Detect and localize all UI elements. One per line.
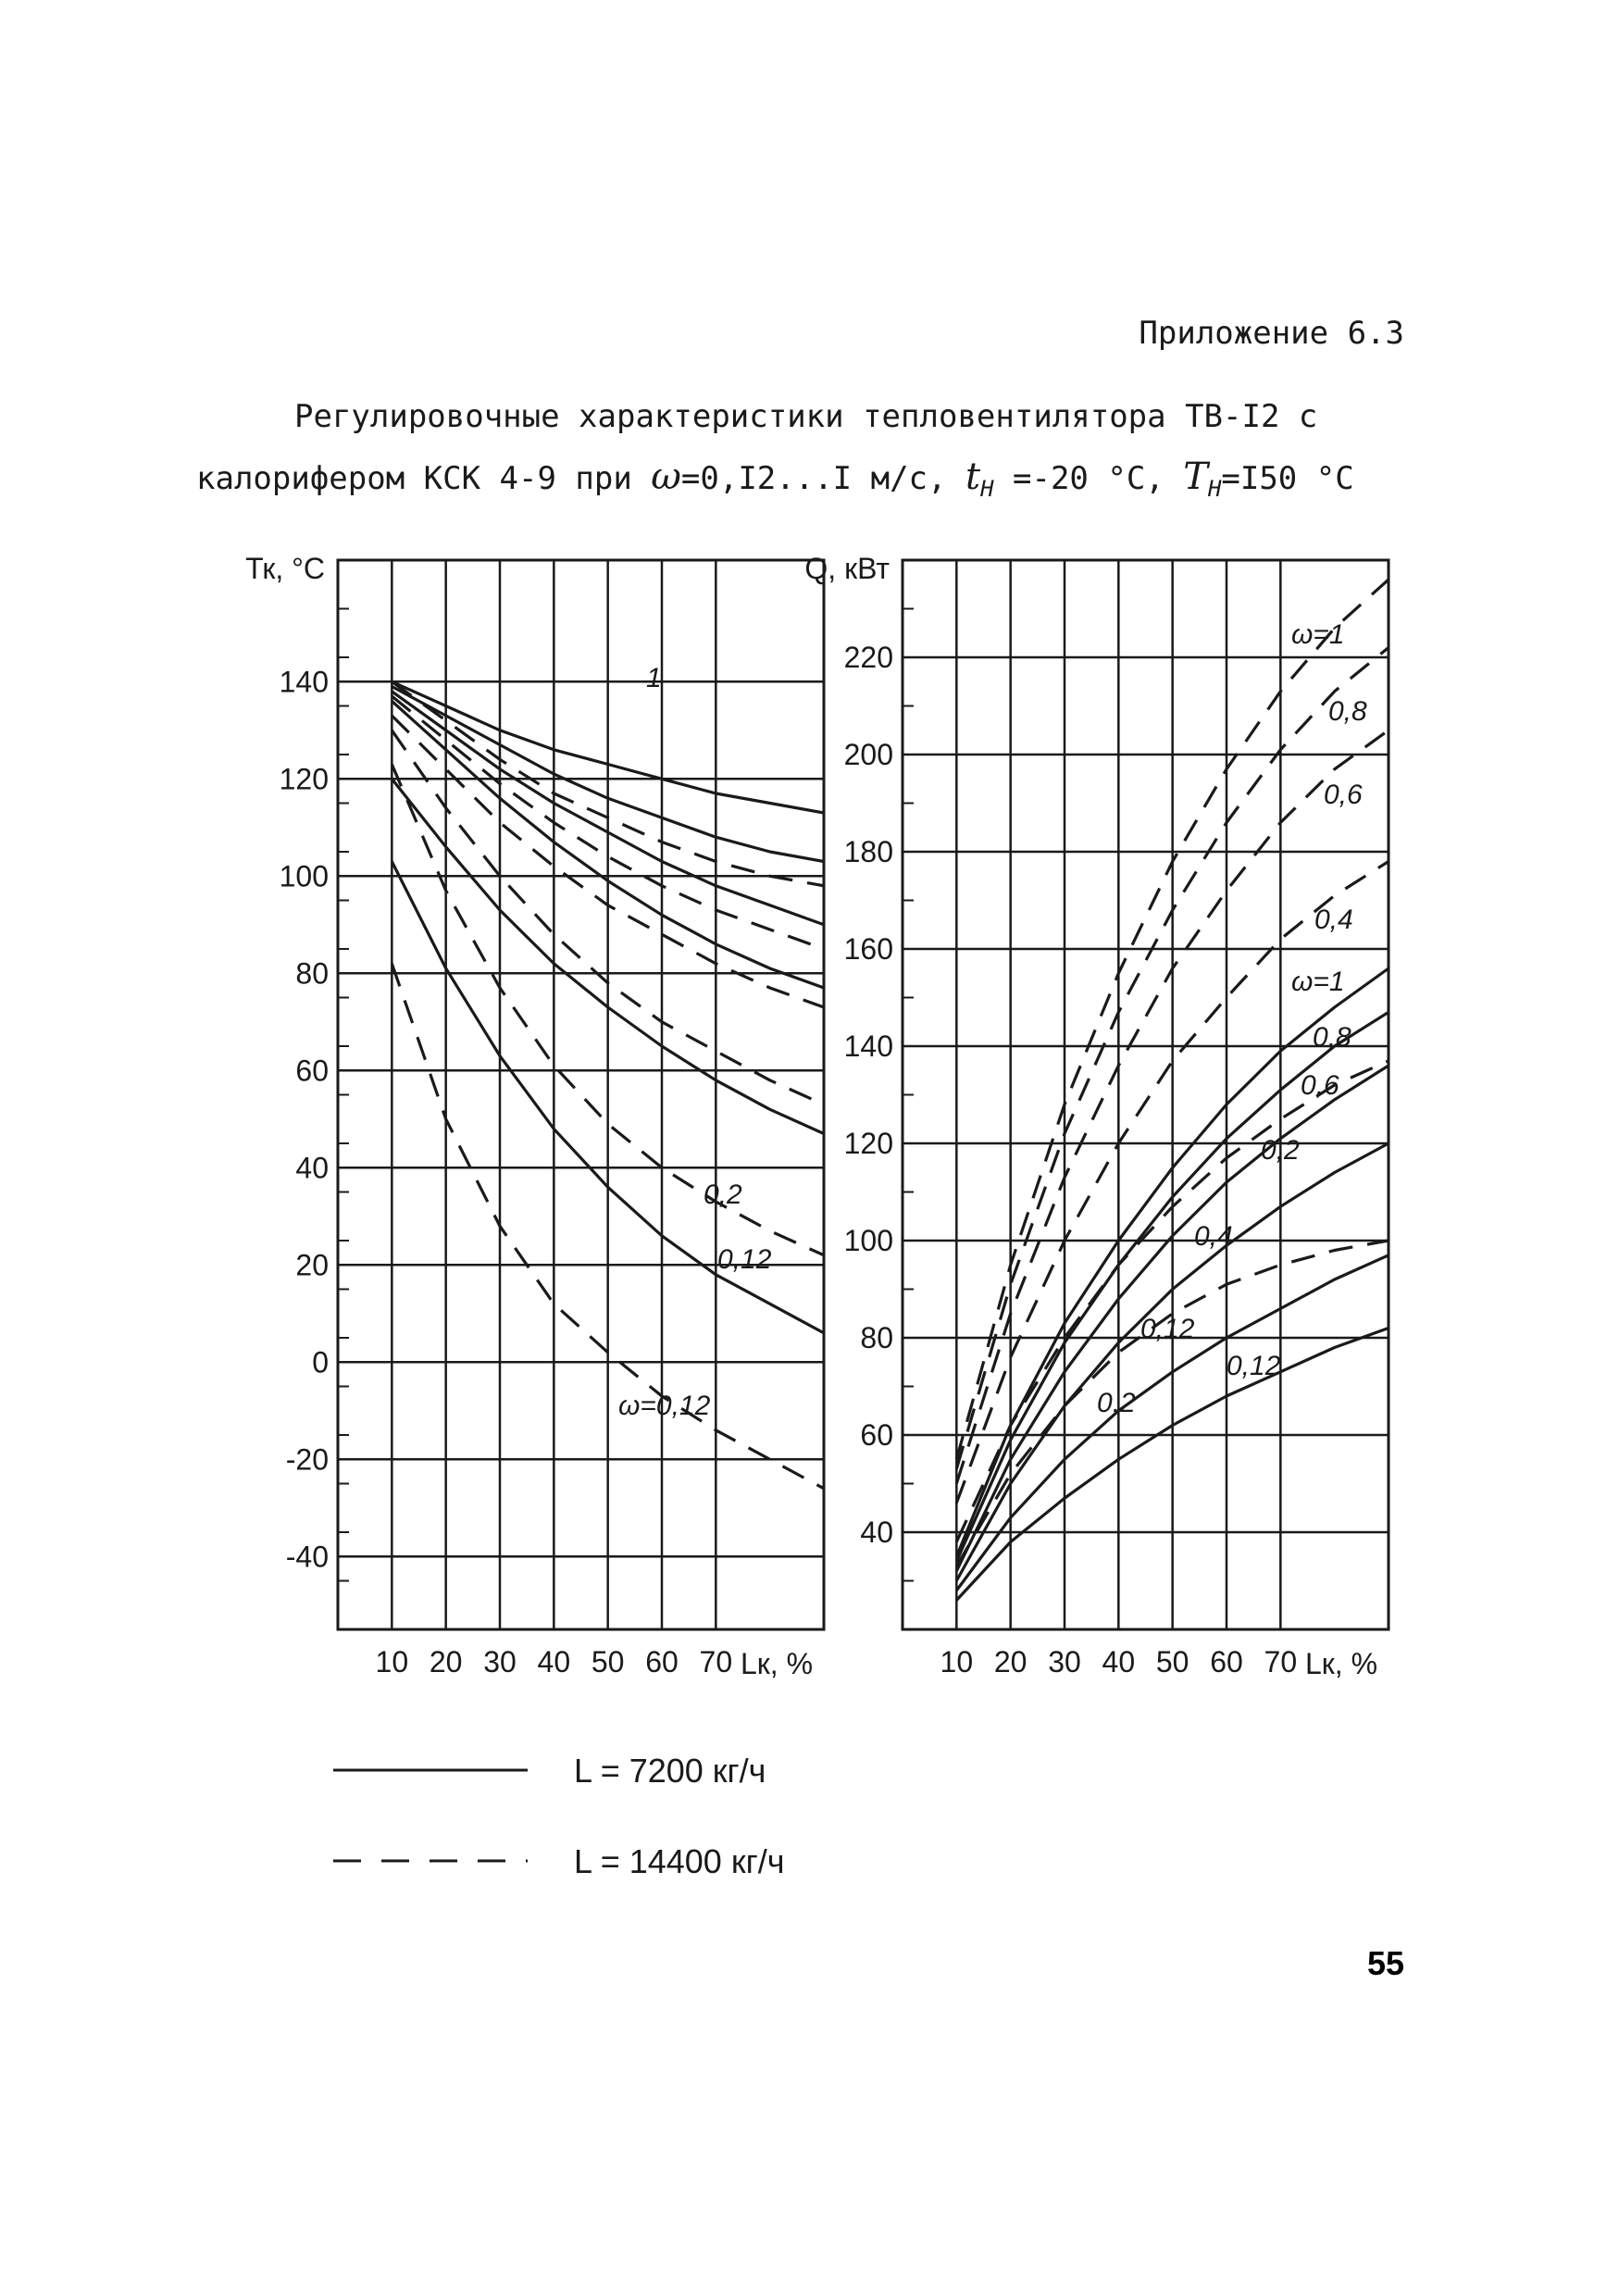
right-curve-label: 0,6 (1324, 780, 1363, 810)
left-x-tick-label: 30 (483, 1645, 517, 1678)
left-x-tick-label: 20 (429, 1645, 463, 1678)
left-x-tick-label: 40 (537, 1645, 571, 1678)
left-x-tick-label: 60 (645, 1645, 679, 1678)
title-prefix: калорифером КСК 4-9 при (196, 460, 632, 497)
right-curve-label: ω=1 (1291, 619, 1345, 650)
legend-dashed-label: L = 14400 кг/ч (574, 1842, 785, 1880)
T-symbol: T (1183, 455, 1208, 498)
right-y-tick-label: 180 (843, 835, 893, 868)
right-x-tick-label: 40 (1102, 1645, 1136, 1678)
left-y-tick-label: 0 (312, 1345, 329, 1379)
left-y-tick-label: 140 (279, 665, 329, 699)
right-x-tick-label: 20 (993, 1645, 1027, 1678)
left-y-tick-label: 100 (279, 859, 329, 893)
left-y-tick-label: -20 (285, 1442, 329, 1477)
right-x-tick-label: 10 (940, 1645, 974, 1678)
right-x-tick-label: 30 (1048, 1645, 1081, 1678)
right-x-tick-label: 60 (1210, 1645, 1243, 1678)
left-chart-temperature (245, 552, 824, 1680)
right-y-axis-label: Q, кВт (804, 552, 890, 585)
right-x-tick-label: 50 (1155, 1645, 1189, 1678)
left-x-tick-label: 50 (591, 1645, 625, 1678)
T-subscript: Н (1207, 475, 1222, 502)
right-y-tick-label: 60 (860, 1418, 893, 1452)
right-x-axis-label: Lк, % (1305, 1647, 1378, 1680)
left-y-tick-label: -40 (285, 1540, 329, 1574)
omega-symbol: ω (651, 455, 681, 498)
left-curve-label: 1 (646, 663, 662, 693)
t-subscript: Н (980, 475, 994, 502)
legend (333, 1752, 784, 1880)
left-y-axis-label: Тк, °С (245, 552, 325, 585)
right-curve-label: ω=1 (1291, 967, 1345, 997)
left-y-tick-label: 20 (295, 1248, 329, 1282)
right-y-tick-label: 140 (843, 1029, 893, 1063)
left-y-tick-label: 120 (279, 762, 329, 796)
right-curve-label: 0,12 (1227, 1351, 1281, 1381)
T-value: =I50 °С (1221, 460, 1354, 497)
page-number: 55 (1366, 1944, 1404, 1982)
legend-solid-label: L = 7200 кг/ч (574, 1752, 766, 1790)
appendix-label: Приложение 6.3 (1139, 315, 1404, 352)
right-y-tick-label: 200 (843, 738, 893, 771)
right-y-tick-label: 100 (843, 1224, 893, 1257)
t-value: =-20 °С, (1013, 460, 1164, 497)
right-curve-label: 0,4 (1314, 905, 1353, 935)
left-curve-label: ω=0,12 (618, 1391, 711, 1421)
left-y-tick-label: 60 (295, 1054, 329, 1088)
left-curve-label: 0,2 (704, 1179, 742, 1210)
right-x-tick-label: 70 (1264, 1645, 1298, 1678)
figure-title-line1: Регулировочные характеристики тепловентилятора ТВ-I2 с (294, 398, 1318, 435)
right-curve-label: 0,8 (1328, 696, 1367, 727)
left-y-tick-label: 80 (295, 956, 329, 991)
right-curve-label: 0,4 (1194, 1221, 1233, 1252)
right-y-tick-label: 220 (843, 641, 893, 674)
left-y-tick-label: 40 (295, 1151, 329, 1185)
right-y-tick-label: 40 (860, 1516, 893, 1549)
right-y-tick-label: 160 (843, 932, 893, 966)
right-y-tick-label: 120 (843, 1127, 893, 1160)
right-curve-label: 0,6 (1301, 1070, 1339, 1101)
left-x-tick-label: 10 (375, 1645, 409, 1678)
t-symbol: t (965, 455, 981, 498)
right-y-tick-label: 80 (860, 1321, 893, 1354)
right-curve-label: 0,2 (1097, 1388, 1136, 1418)
left-x-tick-label: 70 (699, 1645, 733, 1678)
right-curve-label: 0,2 (1261, 1135, 1300, 1166)
left-curve-label: 0,12 (717, 1244, 772, 1275)
left-plot-frame (338, 560, 824, 1629)
omega-range: =0,I2...I м/с, (680, 460, 947, 497)
right-chart-heat-output (804, 552, 1389, 1680)
right-curve-label: 0,8 (1313, 1022, 1351, 1053)
right-curve-label: 0,12 (1140, 1314, 1195, 1344)
left-x-axis-label: Lк, % (741, 1647, 814, 1680)
